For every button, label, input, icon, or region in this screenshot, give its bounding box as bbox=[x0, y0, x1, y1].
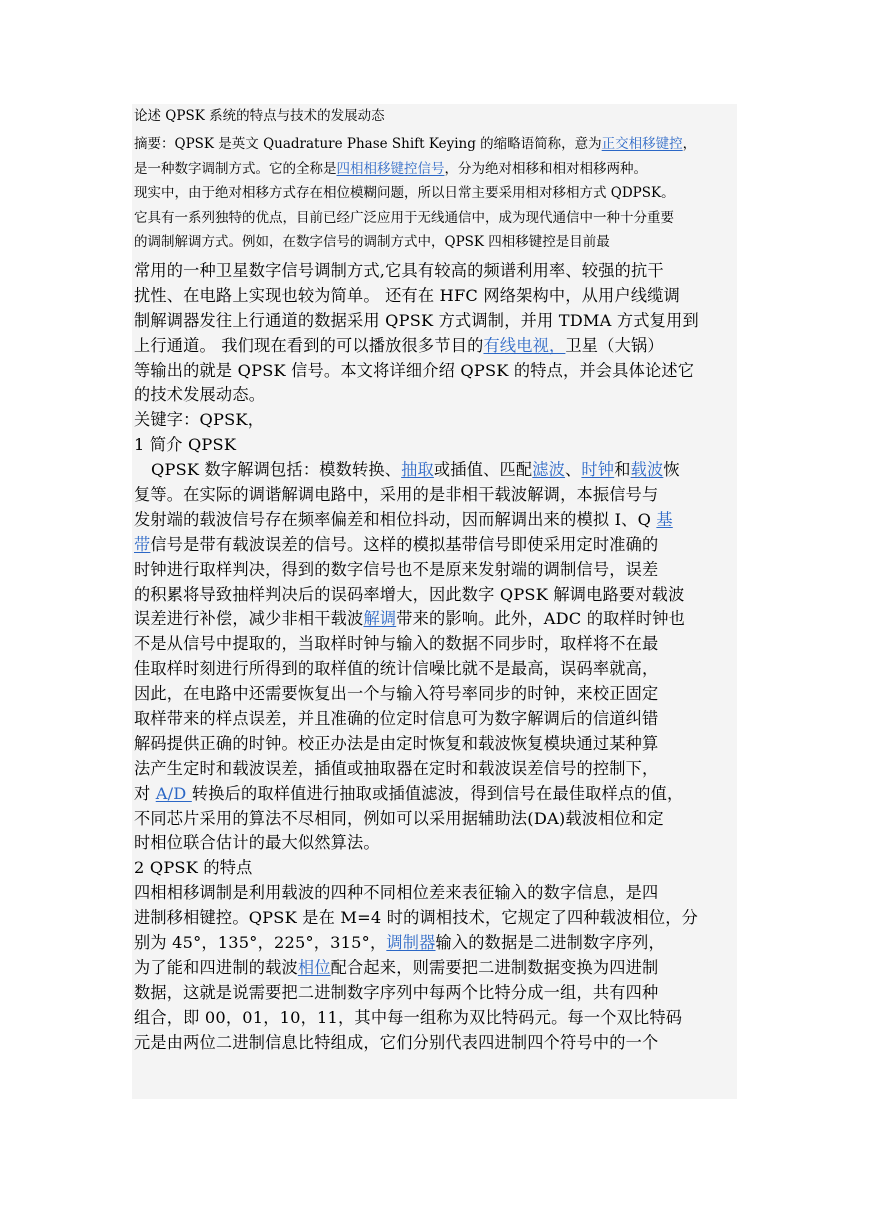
link-modulator[interactable]: 调制器 bbox=[386, 933, 436, 953]
link-demodulation[interactable]: 解调 bbox=[363, 609, 397, 629]
section-heading-2: 2 QPSK 的特点 bbox=[134, 858, 253, 878]
text-span: 是一种数字调制方式。它的全称是 bbox=[134, 160, 337, 177]
text-span: 带来的影响。此外，ADC 的取样时钟也 bbox=[396, 609, 686, 629]
text-line: 元是由两位二进制信息比特组成，它们分别代表四进制四个符号中的一个 bbox=[134, 1032, 659, 1052]
link-qpsk-signal[interactable]: 四相相移键控信号 bbox=[336, 160, 445, 177]
text-span: 恢 bbox=[663, 460, 680, 480]
link-filtering[interactable]: 滤波 bbox=[532, 460, 566, 480]
text-line: 佳取样时刻进行所得到的取样值的统计信噪比就不是最高，误码率就高， bbox=[134, 659, 659, 679]
abstract-line bbox=[134, 132, 740, 157]
text-span: 别为 45°，135°，225°，315°， bbox=[134, 933, 387, 953]
text-line: 时钟进行取样判决，得到的数字信号也不是原来发射端的调制信号，误差 bbox=[134, 559, 659, 579]
section-heading-1: 1 简介 QPSK bbox=[134, 435, 237, 455]
text-line bbox=[134, 458, 740, 483]
text-line: 取样带来的样点误差，并且准确的位定时信息可为数字解调后的信道纠错 bbox=[134, 709, 659, 729]
text-span: 或插值、匹配 bbox=[433, 460, 533, 480]
text-line bbox=[134, 607, 740, 632]
text-span: ， bbox=[682, 136, 697, 152]
text-line: 扰性、在电路上实现也较为简单。 还有在 HFC 网络架构中，从用户线缆调 bbox=[134, 285, 680, 305]
text-line: 时相位联合估计的最大似然算法。 bbox=[134, 833, 380, 853]
text-span: QPSK 数字解调包括：模数转换、 bbox=[151, 460, 402, 480]
text-span: 配合起来，则需要把二进制数据变换为四进制 bbox=[330, 957, 659, 977]
text-line bbox=[134, 508, 740, 533]
text-line bbox=[134, 956, 740, 981]
text-line bbox=[134, 931, 740, 956]
abstract-line: 的调制解调方式。例如，在数字信号的调制方式中，QPSK 四相移键控是目前最 bbox=[134, 234, 610, 250]
text-line bbox=[134, 782, 740, 807]
text-line: 数据，这就是说需要把二进制数字序列中每两个比特分成一组，共有四种 bbox=[134, 982, 659, 1002]
abstract-line: 现实中，由于绝对相移方式存在相位模糊问题，所以日常主要采用相对移相方式 QDPSK。 bbox=[134, 185, 675, 201]
link-cable-tv[interactable]: 有线电视， bbox=[483, 335, 566, 355]
text-line: 因此，在电路中还需要恢复出一个与输入符号率同步的时钟，来校正固定 bbox=[134, 684, 659, 704]
text-span: 、 bbox=[565, 460, 582, 480]
text-span: 为了能和四进制的载波 bbox=[134, 957, 298, 977]
keywords-line: 关键字：QPSK， bbox=[134, 410, 265, 430]
text-line: 不同芯片采用的算法不尽相同，例如可以采用据辅助法(DA)载波相位和定 bbox=[134, 808, 664, 828]
abstract-line bbox=[134, 157, 740, 182]
text-span: ，分为绝对相移和相对相移两种。 bbox=[444, 160, 647, 177]
text-line bbox=[134, 533, 740, 558]
text-span: 摘要：QPSK 是英文 Quadrature Phase Shift Keying 的缩略语简称，意为 bbox=[134, 136, 602, 152]
text-span: 上行通道。 我们现在看到的可以播放很多节目的 bbox=[134, 335, 484, 355]
abstract-line: 它具有一系列独特的优点，目前已经广泛应用于无线通信中，成为现代通信中一种十分重要 bbox=[134, 209, 674, 226]
text-span: 输入的数据是二进制数字序列， bbox=[435, 933, 665, 953]
text-line: 不是从信号中提取的，当取样时钟与输入的数据不同步时，取样将不在最 bbox=[134, 634, 659, 654]
text-line bbox=[134, 334, 740, 359]
link-baseband-part2[interactable]: 带 bbox=[134, 534, 151, 554]
text-line: 法产生定时和载波误差，插值或抽取器在定时和载波误差信号的控制下， bbox=[134, 758, 659, 778]
text-line: 四相相移调制是利用载波的四种不同相位差来表征输入的数字信息，是四 bbox=[134, 883, 659, 903]
text-span: 对 bbox=[134, 783, 156, 803]
link-qpsk-definition[interactable]: 正交相移键控 bbox=[601, 136, 683, 152]
text-span: 信号是带有载波误差的信号。这样的模拟基带信号即使采用定时准确的 bbox=[150, 534, 659, 554]
link-baseband-part1[interactable]: 基 bbox=[656, 509, 673, 529]
text-line: 解码提供正确的时钟。校正办法是由定时恢复和载波恢复模块通过某种算 bbox=[134, 733, 659, 753]
text-line: 组合，即 00，01，10，11，其中每一组称为双比特码元。每一个双比特码 bbox=[134, 1007, 683, 1027]
abstract-block bbox=[134, 132, 740, 255]
text-line: 制解调器发往上行通道的数据采用 QPSK 方式调制，并用 TDMA 方式复用到 bbox=[134, 310, 699, 330]
text-span: 和 bbox=[614, 460, 631, 480]
text-span: 转换后的取样值进行抽取或插值滤波，得到信号在最佳取样点的值， bbox=[191, 783, 684, 803]
text-line: 常用的一种卫星数字信号调制方式,它具有较高的频谱利用率、较强的抗干 bbox=[134, 261, 664, 280]
text-span: 误差进行补偿，减少非相干载波 bbox=[134, 609, 364, 629]
text-line: 进制移相键控。QPSK 是在 M=4 时的调相技术，它规定了四种载波相位，分 bbox=[134, 908, 699, 928]
link-clock[interactable]: 时钟 bbox=[581, 460, 615, 480]
text-span: 发射端的载波信号存在频率偏差和相位抖动，因而解调出来的模拟 I、Q bbox=[134, 509, 657, 529]
link-ad[interactable]: A/D bbox=[155, 783, 192, 803]
text-span: 卫星（大锅） bbox=[565, 335, 664, 355]
text-line: 的积累将导致抽样判决后的误码率增大，因此数字 QPSK 解调电路要对载波 bbox=[134, 584, 685, 604]
text-line: 复等。在实际的调谐解调电路中，采用的是非相干载波解调，本振信号与 bbox=[134, 485, 659, 505]
link-carrier[interactable]: 载波 bbox=[630, 460, 664, 480]
text-line: 的技术发展动态。 bbox=[134, 385, 266, 405]
document-title: 论述 QPSK 系统的特点与技术的发展动态 bbox=[134, 108, 385, 124]
text-line: 等输出的就是 QPSK 信号。本文将详细介绍 QPSK 的特点，并会具体论述它 bbox=[134, 360, 695, 380]
link-phase[interactable]: 相位 bbox=[297, 957, 331, 977]
body-text bbox=[134, 259, 740, 1056]
link-decimation[interactable]: 抽取 bbox=[401, 460, 434, 480]
